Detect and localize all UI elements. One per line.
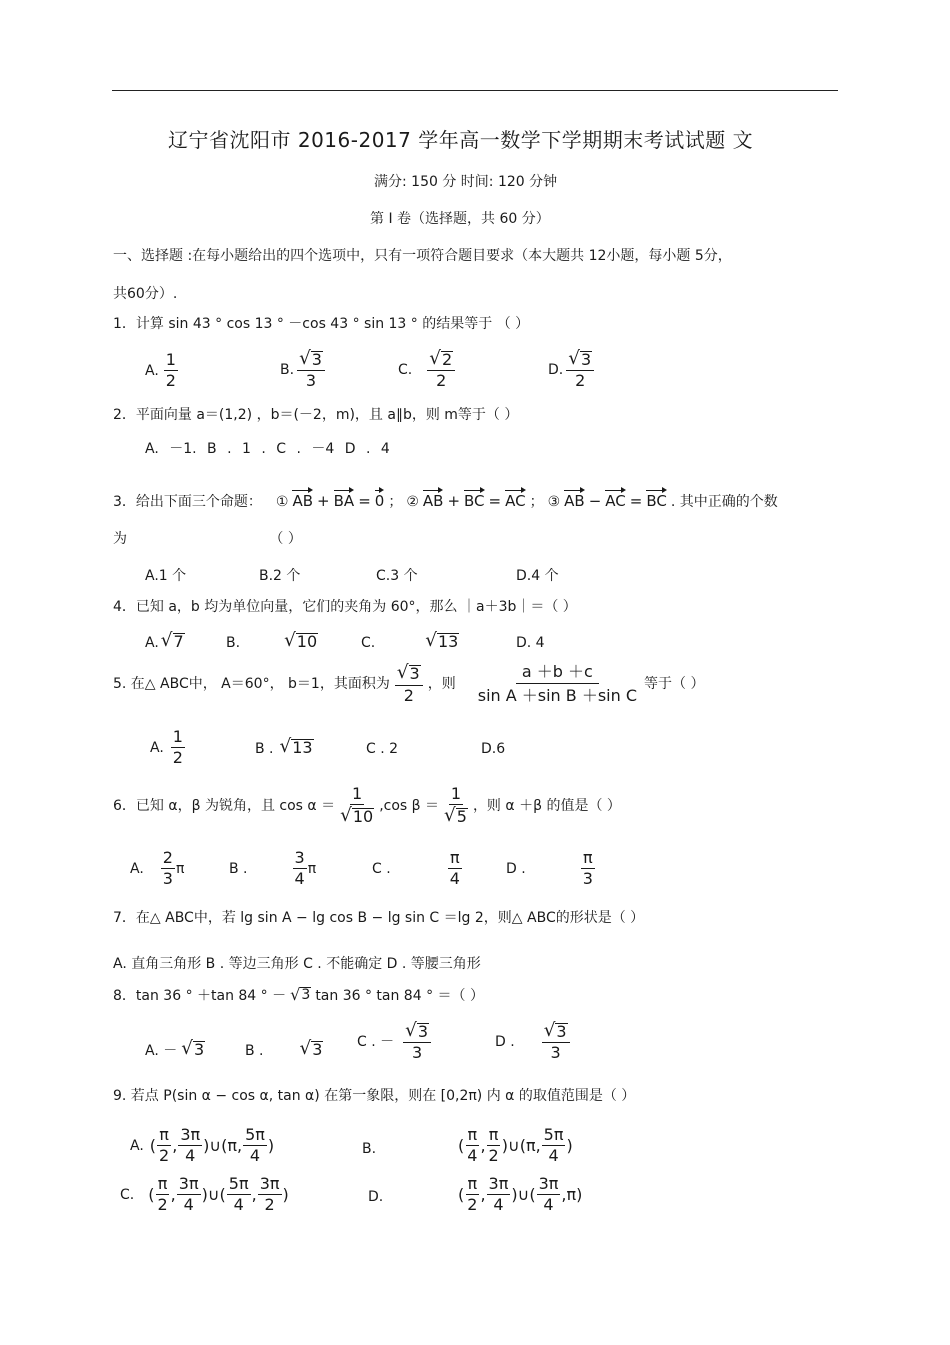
q5-mid: ，则 <box>427 676 456 692</box>
q5-area-rad: 3 <box>409 663 420 683</box>
top-rule <box>112 90 838 91</box>
q6-cos-b-num: 1 <box>450 784 462 803</box>
q5-b-label: B . <box>255 741 274 758</box>
q4-stem: 4．已知 a，b 均为单位向量，它们的夹角为 60°，那么 ｜a＋3b｜＝（ ） <box>113 599 577 615</box>
q1-c-den: 2 <box>436 371 447 391</box>
q5-option-d: D.6 <box>481 741 506 757</box>
q3-vec-bc-2: BC <box>646 488 667 509</box>
section-heading: 第 I 卷（选择题，共 60 分） <box>370 211 550 227</box>
q4-b-rad: 10 <box>296 631 318 651</box>
q6-d-label: D . <box>506 860 526 877</box>
q5-area-den: 2 <box>403 685 414 705</box>
q6-b-label: B . <box>229 860 248 877</box>
q9-a-label: A. <box>130 1137 144 1154</box>
q6-c-den: 4 <box>449 869 460 888</box>
q8-d-rad: 3 <box>556 1021 567 1041</box>
q5-a-den: 2 <box>172 748 183 767</box>
q6-b-pi: π <box>307 860 317 877</box>
q6-b-den: 4 <box>294 869 305 888</box>
q1-c-label: C. <box>398 361 413 378</box>
q6-suffix: ，则 α ＋β 的值是（ ） <box>472 797 621 814</box>
q6-a-den: 3 <box>162 869 173 888</box>
q6-c-label: C . <box>372 860 391 877</box>
q1-c-rad: 2 <box>441 349 453 369</box>
q1-option-d: D. √ 3 2 <box>548 350 595 389</box>
q8-c-label: C . － <box>357 1033 395 1050</box>
page-title: 辽宁省沈阳市 2016-2017 学年高一数学下学期期末考试试题 文 <box>168 128 754 152</box>
q7-stem: 7．在△ ABC中，若 lg sin A − lg cos B − lg sin C ＝lg 2，则△ ABC的形状是（ ） <box>113 910 645 926</box>
q8-stem: 8．tan 36 ° ＋tan 84 ° － √ 3 tan 36 ° tan 84 ° ＝（ ） <box>113 985 484 1005</box>
q3-vec-zero: 0 <box>375 488 385 509</box>
q2-stem: 2．平面向量 a＝(1,2) ，b＝(－2，m)，且 a∥b，则 m等于（ ） <box>113 407 519 423</box>
q5-stem: 5. 在△ ABC中， A＝60°， b＝1，其面积为 √ 3 2 ，则 $\frac{a +b +c}{\text{sin A ＋sin B ＋sin C}}$ 等于（ ） <box>113 662 705 705</box>
q4-a-rad: 7 <box>173 631 184 651</box>
q6-mid: ,cos β ＝ <box>379 797 440 814</box>
intro-line-1: 一、选择题 :在每小题给出的四个选项中，只有一项符合题目要求（本大题共 12小题，每小题 5分， <box>113 248 732 264</box>
q8-option-d: D . √ 3 3 <box>495 1022 571 1061</box>
q3-vec-ba: BA <box>334 488 355 509</box>
q6-a-num: 2 <box>162 848 173 867</box>
q6-d-den: 3 <box>582 869 593 888</box>
q6-option-c <box>372 850 463 887</box>
q1-b-den: 3 <box>305 371 317 391</box>
q1-option-b: B. √ 3 3 <box>280 350 326 389</box>
q2-options: A. －1. B . 1 . C . －4 D . 4 <box>145 441 390 457</box>
q8-prefix: 8．tan 36 ° ＋tan 84 ° － <box>113 988 287 1005</box>
q3-vec-ab-2: AB <box>423 488 444 509</box>
q8-b-rad: 3 <box>312 1039 323 1059</box>
q6-a-pi: π <box>175 860 185 877</box>
q8-rad: 3 <box>301 987 311 1004</box>
q9-d-label: D. <box>368 1189 384 1205</box>
q3-vec-ab-3: AB <box>564 488 585 509</box>
q6-option-d <box>506 850 596 887</box>
q3-stem: 3．给出下面三个命题： ① AB + BA = 0 ； ② AB + BC = AC ； ③ AB − AC = BC . 其中正确的个数 <box>113 488 778 509</box>
q3-option-a: A.1 个 <box>145 568 187 584</box>
q1-option-c: C. √ 2 2 <box>398 350 456 389</box>
q6-cos-a-rad: 10 <box>352 806 374 826</box>
q6-d-num: π <box>582 848 593 867</box>
q5-frac-den: sin A ＋sin B ＋sin C <box>477 686 638 705</box>
q6-c-num: π <box>449 848 460 867</box>
page-subtitle: 满分: 150 分 时间: 120 分钟 <box>374 174 558 190</box>
q6-stem: 6．已知 α，β 为锐角，且 cos α ＝ 1 √ 10 ,cos β ＝ 1 √ 5 ，则 α ＋β 的值是（ ） <box>113 784 621 826</box>
q3-option-c: C.3 个 <box>376 568 418 584</box>
q9-stem: 9. 若点 P(sin α − cos α, tan α) 在第一象限，则在 [0,2π) 内 α 的取值范围是（ ） <box>113 1088 636 1104</box>
q6-option-a <box>130 850 184 887</box>
q3-prefix: 3．给出下面三个命题： <box>113 494 262 510</box>
intro-line-2: 共60分）. <box>113 286 178 302</box>
q4-option-a: A. √ 7 <box>145 630 184 652</box>
q1-a-label: A. <box>145 362 159 379</box>
q1-a-num: 1 <box>165 350 176 369</box>
q9-b-label: B. <box>362 1141 377 1157</box>
q5-frac-num: a ＋b ＋c <box>516 664 599 684</box>
q8-a-rad: 3 <box>193 1039 205 1059</box>
q1-option-a <box>145 352 179 389</box>
q5-prefix: 5. 在△ ABC中， A＝60°， b＝1，其面积为 <box>113 676 390 692</box>
q3-option-b: B.2 个 <box>259 568 301 584</box>
q8-option-b: B . √ 3 <box>245 1038 323 1060</box>
q4-option-d: D. 4 <box>516 635 545 651</box>
q7-options: A. 直角三角形 B . 等边三角形 C . 不能确定 D . 等腰三角形 <box>113 956 481 972</box>
q6-cos-a-num: 1 <box>352 784 363 803</box>
q8-option-c: C . － √ 3 3 <box>357 1022 432 1061</box>
q3-vec-ab-1: AB <box>292 488 313 509</box>
q3-vec-ac-1: AC <box>505 488 525 509</box>
q1-b-rad: 3 <box>311 349 322 369</box>
q6-b-num: 3 <box>294 848 305 867</box>
q6-prefix: 6．已知 α，β 为锐角，且 cos α ＝ <box>113 797 336 814</box>
q5-a-label: A. <box>150 739 164 756</box>
q3-suffix: . 其中正确的个数 <box>670 494 778 510</box>
q8-option-a: A. － √ 3 <box>145 1038 205 1060</box>
q5-option-c: C . 2 <box>366 741 399 757</box>
q1-d-den: 2 <box>575 371 586 391</box>
q6-cos-b-rad: 5 <box>456 806 467 826</box>
q8-d-den: 3 <box>550 1043 561 1063</box>
q4-c-rad: 13 <box>437 631 459 651</box>
q3-p1-num: ① <box>275 494 289 510</box>
q5-b-rad: 13 <box>292 737 313 757</box>
q8-b-label: B . <box>245 1043 264 1060</box>
q9-option-c: C. ( $\frac{\pi}{2}$ , $\frac{3\pi}{4}$ ) ∪ ( $\frac{5\pi}{4}$ , $\frac{3\pi}{2}$ ) <box>120 1174 289 1214</box>
q3-option-d: D.4 个 <box>516 568 559 584</box>
q5-suffix: 等于（ ） <box>644 676 705 692</box>
q1-b-label: B. <box>280 361 295 378</box>
q4-a-label: A. <box>145 635 159 652</box>
q4-option-b: B. √ 10 <box>226 630 318 652</box>
q4-c-label: C. <box>361 635 376 652</box>
q3-p3-num: ③ <box>547 494 561 510</box>
q6-a-label: A. <box>130 860 144 877</box>
q8-c-den: 3 <box>412 1043 423 1063</box>
q8-d-label: D . <box>495 1033 515 1050</box>
q3-p2-num: ② <box>406 494 419 510</box>
q1-stem: 1．计算 sin 43 ° cos 13 ° －cos 43 ° sin 13 ° 的结果等于 （ ） <box>113 316 530 332</box>
q5-a-num: 1 <box>172 727 183 746</box>
q1-d-rad: 3 <box>580 349 592 369</box>
q8-suffix: tan 36 ° tan 84 ° ＝（ ） <box>315 988 484 1005</box>
q8-a-label: A. － <box>145 1043 178 1060</box>
q5-option-b: B . √ 13 <box>255 736 313 758</box>
q5-option-a <box>150 729 186 766</box>
q3-vec-bc-1: BC <box>464 488 485 509</box>
q3-vec-ac-2: AC <box>605 488 625 509</box>
q9-option-d: ( $\frac{\pi}{2}$ , $\frac{3\pi}{4}$ ) ∪ ( $\frac{3\pi}{4}$ , π ) <box>458 1174 583 1214</box>
q4-b-label: B. <box>226 635 241 652</box>
q8-c-rad: 3 <box>417 1021 429 1041</box>
q9-option-a: A. ( $\frac{\pi}{2}$ , $\frac{3\pi}{4}$ ) ∪ ( π , $\frac{5\pi}{4}$ ) <box>130 1125 275 1165</box>
q6-option-b <box>229 850 316 887</box>
q1-d-label: D. <box>548 361 564 378</box>
q9-option-b: ( $\frac{\pi}{4}$ , $\frac{\pi}{2}$ ) ∪ ( π , $\frac{5\pi}{4}$ ) <box>458 1125 573 1165</box>
q4-option-c: C. √ 13 <box>361 630 459 652</box>
q9-c-label: C. <box>120 1186 135 1203</box>
q1-a-den: 2 <box>165 371 176 390</box>
q3-line-2: 为 （ ） <box>113 531 302 547</box>
